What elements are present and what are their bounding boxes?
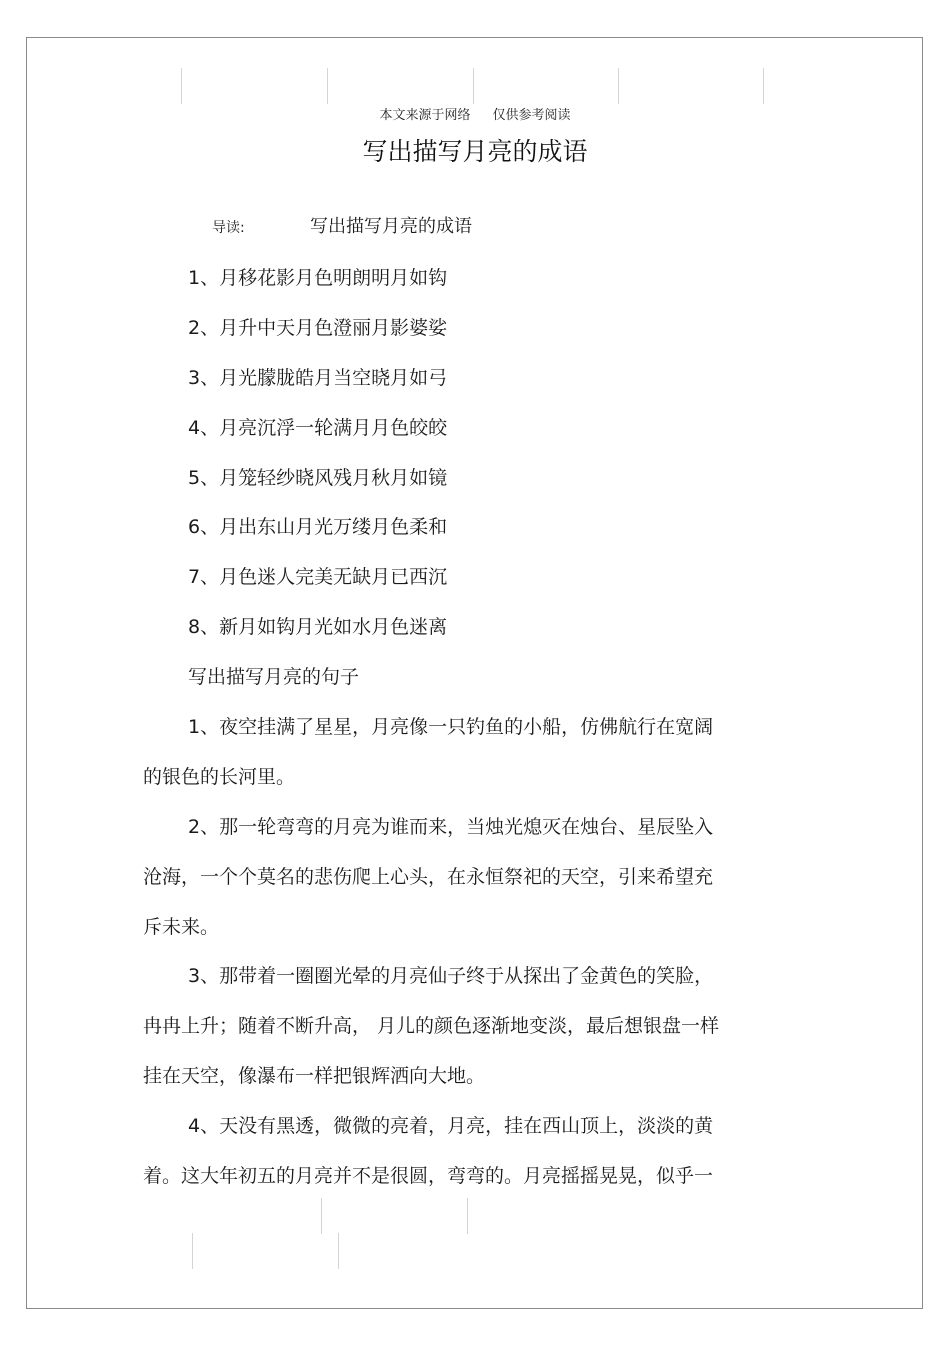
sentence-line: 沧海，一个个莫名的悲伤爬上心头，在永恒祭祀的天空，引来希望充 [143, 866, 714, 888]
section-heading: 写出描写月亮的句子 [188, 666, 360, 688]
idiom-item: 6、月出东山月光万缕月色柔和 [188, 516, 448, 538]
idiom-item: 5、月笼轻纱晓风残月秋月如镜 [188, 467, 448, 489]
sentence-line: 冉冉上升；随着不断升高， 月儿的颜色逐渐地变淡，最后想银盘一样 [143, 1015, 720, 1037]
decorative-line [181, 68, 182, 104]
decorative-line [192, 1233, 193, 1269]
source-note [0, 104, 950, 123]
reference-note-text: 仅供参考阅读 [492, 108, 571, 123]
decorative-line [327, 68, 328, 104]
idiom-item: 1、月移花影月色明朗明月如钩 [188, 267, 448, 289]
sentence-line: 斥未来。 [143, 916, 220, 938]
decorative-line [618, 68, 619, 104]
decorative-line [473, 68, 474, 104]
lead-text: 写出描写月亮的成语 [310, 216, 472, 237]
idiom-item: 4、月亮沉浮一轮满月月色皎皎 [188, 417, 448, 439]
sentence-line: 的银色的长河里。 [143, 766, 296, 788]
lead-label: 导读: [212, 220, 245, 236]
sentence-line: 1、夜空挂满了星星，月亮像一只钓鱼的小船，仿佛航行在宽阔 [188, 716, 714, 738]
sentence-line: 着。这大年初五的月亮并不是很圆，弯弯的。月亮摇摇晃晃，似乎一 [143, 1165, 714, 1187]
source-note-text: 本文来源于网络 [379, 108, 471, 123]
idiom-item: 8、新月如钩月光如水月色迷离 [188, 616, 448, 638]
lead-line [212, 212, 472, 238]
decorative-line [763, 68, 764, 104]
decorative-line [338, 1233, 339, 1269]
decorative-line [321, 1198, 322, 1234]
document-title: 写出描写月亮的成语 [362, 137, 588, 166]
sentence-line: 4、天没有黑透，微微的亮着，月亮，挂在西山顶上，淡淡的黄 [188, 1115, 714, 1137]
idiom-item: 3、月光朦胧皓月当空晓月如弓 [188, 367, 448, 389]
decorative-line [467, 1198, 468, 1234]
sentence-line: 2、那一轮弯弯的月亮为谁而来，当烛光熄灭在烛台、星辰坠入 [188, 816, 714, 838]
idiom-item: 2、月升中天月色澄丽月影婆娑 [188, 317, 448, 339]
idiom-item: 7、月色迷人完美无缺月已西沉 [188, 566, 448, 588]
sentence-line: 挂在天空，像瀑布一样把银辉洒向大地。 [143, 1065, 486, 1087]
sentence-line: 3、那带着一圈圈光晕的月亮仙子终于从探出了金黄色的笑脸， [188, 965, 714, 987]
